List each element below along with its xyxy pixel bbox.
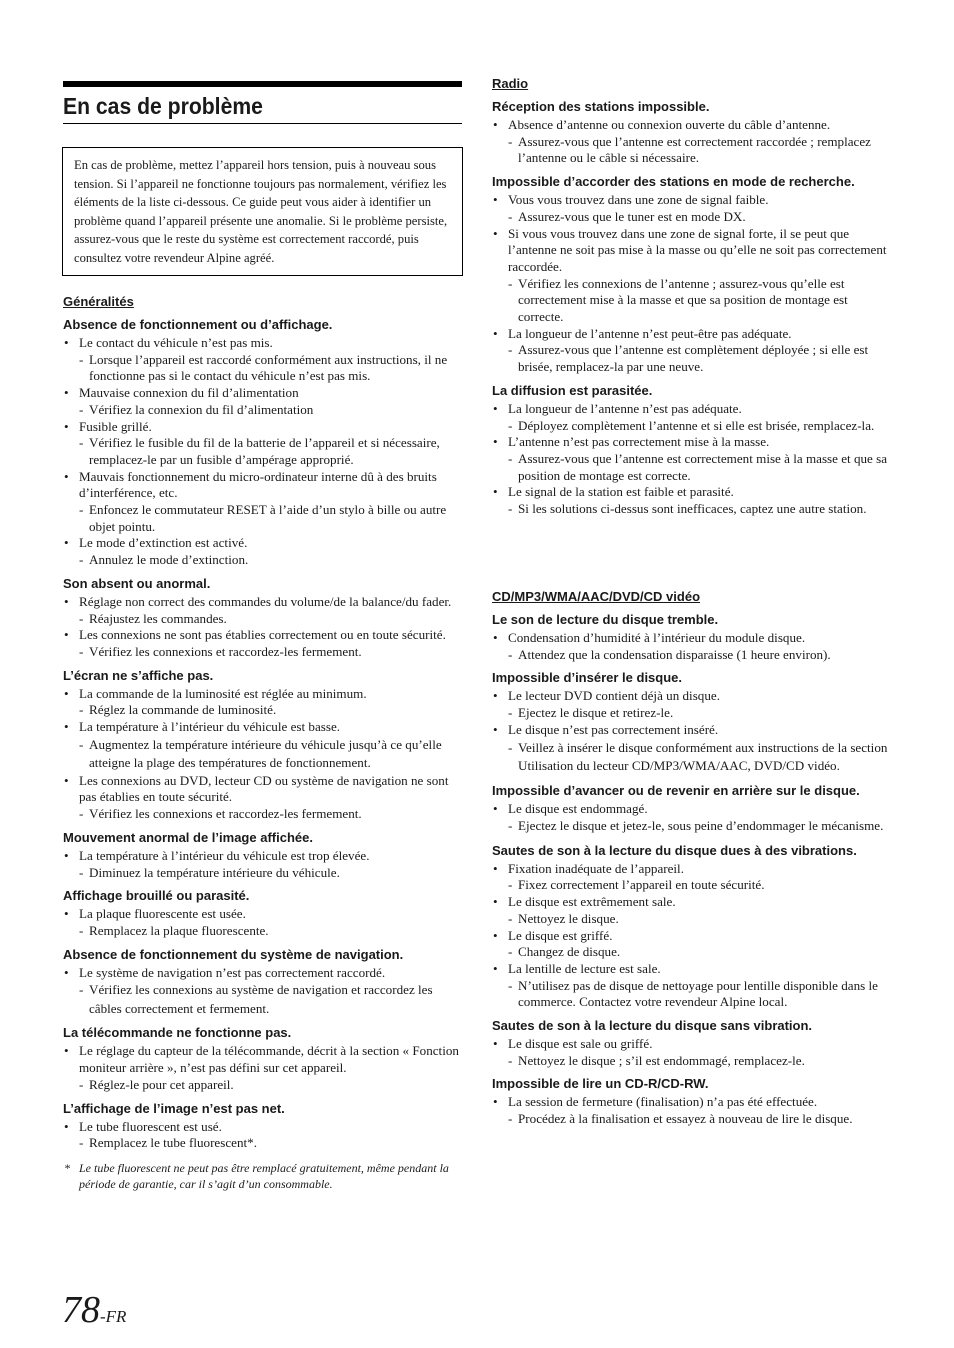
remedy-item: - Ejectez le disque et jetez-le, sous peine d’endommager le mécanisme. (492, 817, 892, 836)
remedy-item: - Si les solutions ci-dessus sont inefficaces, captez une autre station. (492, 501, 892, 518)
cause-item: • Absence d’antenne ou connexion ouverte du câble d’antenne. (492, 117, 892, 134)
remedy-item: - Nettoyez le disque ; s’il est endommagé, remplacez-le. (492, 1053, 892, 1070)
remedy-item: - Remplacez la plaque fluorescente. (63, 923, 462, 940)
remedy-item: - Déployez complètement l’antenne et si elle est brisée, remplacez-la. (492, 418, 892, 435)
cause-item: • La longueur de l’antenne n’est peut-être pas adéquate. (492, 326, 892, 343)
problem-heading: Mouvement anormal de l’image affichée. (63, 829, 313, 845)
remedy-item: - Enfoncez le commutateur RESET à l’aide d’un stylo à bille ou autre objet pointu. (63, 502, 462, 535)
remedy-item: - Réglez-le pour cet appareil. (63, 1077, 462, 1094)
problem-heading: Impossible de lire un CD-R/CD-RW. (492, 1076, 709, 1092)
problem-heading: Son absent ou anormal. (63, 575, 211, 591)
remedy-item: - Fixez correctement l’appareil en toute sécurité. (492, 877, 892, 894)
remedy-item: - N’utilisez pas de disque de nettoyage pour lentille disponible dans le commerce. Contactez votre revendeur Alpine local. (492, 978, 892, 1011)
cause-item: • Le mode d’extinction est activé. (63, 535, 462, 552)
radio-groups (492, 98, 892, 518)
page-number (62, 1288, 126, 1332)
remedy-item: - Vérifiez les connexions de l’antenne ; assurez-vous qu’elle est correctement mise à la masse et que sa position de montage est correcte. (492, 276, 892, 326)
page-number-value: 78 (62, 1289, 100, 1331)
problem-heading: Sautes de son à la lecture du disque sans vibration. (492, 1018, 813, 1034)
cause-item: • La commande de la luminosité est réglée au minimum. (63, 686, 462, 703)
section-radio (492, 76, 892, 518)
remedy-item: - Lorsque l’appareil est raccordé conformément aux instructions, il ne fonctionne pas si le contact du véhicule n’est pas mis. (63, 352, 462, 385)
problem-heading: Impossible d’insérer le disque. (492, 670, 683, 686)
remedy-item: - Changez de disque. (492, 944, 892, 961)
remedy-item: - Vérifiez les connexions et raccordez-les fermement. (63, 806, 462, 823)
cause-item: • La température à l’intérieur du véhicule est basse. (63, 719, 462, 736)
problem-heading: Absence de fonctionnement ou d’affichage. (63, 317, 333, 332)
problem-heading: Sautes de son à la lecture du disque dues à des vibrations. (492, 842, 857, 858)
remedy-item: - Nettoyez le disque. (492, 911, 892, 928)
section-title: Généralités (63, 294, 134, 309)
problem-heading: L’affichage de l’image n’est pas net. (63, 1100, 285, 1116)
section-title: Radio (492, 76, 529, 91)
cause-item: • La longueur de l’antenne n’est pas adéquate. (492, 401, 892, 418)
footnote: * Le tube fluorescent ne peut pas être remplacé gratuitement, même pendant la période de garantie, car il s’agit d’un consommable. (63, 1160, 462, 1192)
remedy-item: - Annulez le mode d’extinction. (63, 552, 462, 569)
cd-groups (492, 611, 892, 1128)
remedy-item: - Diminuez la température intérieure du véhicule. (63, 865, 462, 882)
cause-item: • Mauvais fonctionnement du micro-ordinateur interne dû à des bruits d’interférence, etc. (63, 469, 462, 502)
cause-item: • Le disque est sale ou griffé. (492, 1036, 892, 1053)
cause-item: • La session de fermeture (finalisation) n’a pas été effectuée. (492, 1094, 892, 1111)
remedy-item: - Vérifiez le fusible du fil de la batterie de l’appareil et si nécessaire, remplacez-le par un fusible d’ampérage approprié. (63, 435, 462, 468)
cause-item: • Le disque n’est pas correctement inséré. (492, 722, 892, 739)
remedy-item: - Veillez à insérer le disque conformément aux instructions de la section Utilisation du lecteur CD/MP3/WMA/AAC, DVD/CD vidéo. (492, 739, 892, 776)
remedy-item: - Attendez que la condensation disparaisse (1 heure environ). (492, 647, 892, 664)
page-title-block (63, 81, 462, 124)
remedy-item: - Ejectez le disque et retirez-le. (492, 705, 892, 722)
cause-item: • Condensation d’humidité à l’intérieur du module disque. (492, 630, 892, 647)
remedy-item: - Réajustez les commandes. (63, 611, 462, 628)
remedy-item: - Vérifiez les connexions au système de navigation et raccordez les câbles correctement et fermement. (63, 981, 462, 1018)
cause-item: • Si vous vous trouvez dans une zone de signal forte, il se peut que l’antenne ne soit pas mise à la masse ou qu’elle ne soit pas correctement raccordée. (492, 226, 892, 276)
problem-heading: Absence de fonctionnement du système de navigation. (63, 946, 404, 962)
cause-item: • Le disque est extrêmement sale. (492, 894, 892, 911)
remedy-item: - Procédez à la finalisation et essayez à nouveau de lire le disque. (492, 1111, 892, 1128)
remedy-item: - Vérifiez les connexions et raccordez-les fermement. (63, 644, 462, 661)
left-groups (63, 316, 462, 1152)
remedy-item: - Assurez-vous que l’antenne est correctement mise à la masse et que sa position de montage est correcte. (492, 451, 892, 484)
cause-item: • Réglage non correct des commandes du volume/de la balance/du fader. (63, 594, 462, 611)
cause-item: • Le disque est endommagé. (492, 801, 892, 818)
cause-item: • Fusible grillé. (63, 419, 462, 436)
cause-item: • La plaque fluorescente est usée. (63, 906, 462, 923)
cause-item: • Le signal de la station est faible et parasité. (492, 484, 892, 501)
cause-item: • Mauvaise connexion du fil d’alimentation (63, 385, 462, 402)
cause-item: • La température à l’intérieur du véhicule est trop élevée. (63, 848, 462, 865)
problem-heading: Impossible d’avancer ou de revenir en arrière sur le disque. (492, 782, 860, 798)
remedy-item: - Vérifiez la connexion du fil d’alimentation (63, 402, 462, 419)
title-rule-bottom (63, 123, 462, 124)
cause-item: • Le système de navigation n’est pas correctement raccordé. (63, 965, 462, 982)
cause-item: • La lentille de lecture est sale. (492, 961, 892, 978)
problem-heading: La télécommande ne fonctionne pas. (63, 1025, 292, 1041)
cause-item: • Le disque est griffé. (492, 928, 892, 945)
cause-item: • Le réglage du capteur de la télécommande, décrit à la section « Fonction moniteur arrière », n’est pas défini sur cet appareil. (63, 1043, 462, 1076)
remedy-item: - Augmentez la température intérieure du véhicule jusqu’à ce qu’elle atteigne la plage des températures de fonctionnement. (63, 736, 462, 773)
problem-heading: Impossible d’accorder des stations en mode de recherche. (492, 174, 855, 190)
remedy-item: - Assurez-vous que le tuner est en mode DX. (492, 209, 892, 226)
cause-item: • Le lecteur DVD contient déjà un disque. (492, 688, 892, 705)
page-number-suffix: -FR (100, 1307, 127, 1326)
remedy-item: - Réglez la commande de luminosité. (63, 702, 462, 719)
problem-heading: L’écran ne s’affiche pas. (63, 667, 214, 683)
cause-item: • Les connexions au DVD, lecteur CD ou système de navigation ne sont pas établies en toute sécurité. (63, 773, 462, 806)
cause-item: • L’antenne n’est pas correctement mise à la masse. (492, 434, 892, 451)
cause-item: • Le contact du véhicule n’est pas mis. (63, 335, 462, 352)
problem-heading: Le son de lecture du disque tremble. (492, 612, 719, 627)
problem-heading: La diffusion est parasitée. (492, 382, 653, 398)
cause-item: • Le tube fluorescent est usé. (63, 1119, 462, 1136)
cause-item: • Les connexions ne sont pas établies correctement ou en toute sécurité. (63, 627, 462, 644)
page-title: En cas de problème (63, 93, 263, 119)
section-cd (492, 589, 892, 1128)
problem-heading: Réception des stations impossible. (492, 99, 710, 114)
remedy-item: - Remplacez le tube fluorescent*. (63, 1135, 462, 1152)
remedy-item: - Assurez-vous que l’antenne est complètement déployée ; si elle est brisée, remplacez-la par une neuve. (492, 342, 892, 375)
cause-item: • Fixation inadéquate de l’appareil. (492, 861, 892, 878)
problem-heading: Affichage brouillé ou parasité. (63, 888, 250, 904)
remedy-item: - Assurez-vous que l’antenne est correctement raccordée ; remplacez l’antenne ou le câble si nécessaire. (492, 134, 892, 167)
section-title: CD/MP3/WMA/AAC/DVD/CD vidéo (492, 589, 701, 604)
intro-box: En cas de problème, mettez l’appareil hors tension, puis à nouveau sous tension. Si l’appareil ne fonctionne toujours pas normalement, vérifiez les éléments de la liste ci-dessous. Ce guide peut vous aider à identifier un problème quand l’appareil présente une anomalie. Si le problème persiste, assurez-vous que le reste du système est correctement raccordé, puis consultez votre revendeur Alpine agréé. (62, 147, 463, 276)
cause-item: • Vous vous trouvez dans une zone de signal faible. (492, 192, 892, 209)
section-generalites (63, 294, 462, 1192)
